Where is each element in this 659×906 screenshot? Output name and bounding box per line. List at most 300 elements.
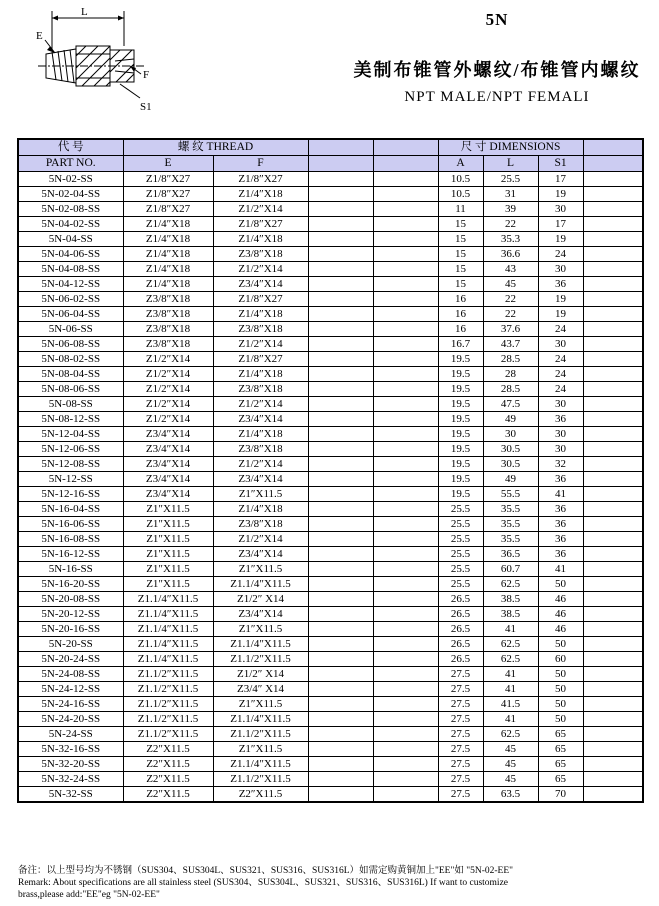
blank-cell <box>373 351 438 366</box>
dim-a-cell: 15 <box>438 246 483 261</box>
dim-s1-cell: 24 <box>538 381 583 396</box>
header-blank <box>308 155 373 171</box>
part-no-cell: 5N-16-08-SS <box>18 531 123 546</box>
blank-cell <box>583 201 643 216</box>
table-row <box>18 261 643 276</box>
blank-cell <box>583 516 643 531</box>
dim-a-cell: 26.5 <box>438 621 483 636</box>
thread-e-cell: Z3/8″X18 <box>123 336 213 351</box>
part-no-cell: 5N-06-08-SS <box>18 336 123 351</box>
table-row <box>18 606 643 621</box>
blank-cell <box>373 741 438 756</box>
table-row <box>18 621 643 636</box>
blank-cell <box>308 666 373 681</box>
blank-cell <box>373 501 438 516</box>
thread-e-cell: Z1.1/4″X11.5 <box>123 591 213 606</box>
blank-cell <box>373 576 438 591</box>
dim-a-cell: 25.5 <box>438 561 483 576</box>
blank-cell <box>373 621 438 636</box>
dim-l-cell: 35.5 <box>483 501 538 516</box>
dim-a-cell: 27.5 <box>438 771 483 786</box>
thread-f-cell: Z1/2″ X14 <box>213 591 308 606</box>
thread-e-cell: Z3/4″X14 <box>123 441 213 456</box>
dim-a-cell: 27.5 <box>438 741 483 756</box>
dim-s1-cell: 50 <box>538 666 583 681</box>
dim-l-cell: 38.5 <box>483 606 538 621</box>
dim-a-cell: 10.5 <box>438 171 483 186</box>
remark-block <box>18 865 513 901</box>
dim-s1-cell: 24 <box>538 351 583 366</box>
thread-e-cell: Z1.1/4″X11.5 <box>123 606 213 621</box>
part-no-cell: 5N-06-04-SS <box>18 306 123 321</box>
dim-l-cell: 43 <box>483 261 538 276</box>
thread-e-cell: Z1.1/4″X11.5 <box>123 636 213 651</box>
blank-cell <box>583 276 643 291</box>
blank-cell <box>583 186 643 201</box>
thread-f-cell: Z1.1/2″X11.5 <box>213 726 308 741</box>
blank-cell <box>373 726 438 741</box>
table-row <box>18 246 643 261</box>
blank-cell <box>373 471 438 486</box>
dim-l-cell: 41 <box>483 666 538 681</box>
thread-f-cell: Z1/8″X27 <box>213 351 308 366</box>
blank-cell <box>308 741 373 756</box>
dim-l-cell: 30.5 <box>483 441 538 456</box>
table-row <box>18 651 643 666</box>
blank-cell <box>308 216 373 231</box>
thread-e-cell: Z2″X11.5 <box>123 756 213 771</box>
dim-a-cell: 19.5 <box>438 486 483 501</box>
thread-f-cell: Z1.1/4″X11.5 <box>213 711 308 726</box>
header-l: L <box>483 155 538 171</box>
thread-f-cell: Z1/2″X14 <box>213 456 308 471</box>
blank-cell <box>373 246 438 261</box>
dim-s1-cell: 50 <box>538 576 583 591</box>
thread-e-cell: Z3/4″X14 <box>123 456 213 471</box>
blank-cell <box>308 651 373 666</box>
blank-cell <box>583 711 643 726</box>
header-part-no-en: PART NO. <box>18 155 123 171</box>
blank-cell <box>583 471 643 486</box>
thread-f-cell: Z1/2″X14 <box>213 261 308 276</box>
table-row <box>18 726 643 741</box>
dim-s1-cell: 24 <box>538 366 583 381</box>
thread-e-cell: Z1/4″X18 <box>123 276 213 291</box>
blank-cell <box>308 231 373 246</box>
dim-l-cell: 43.7 <box>483 336 538 351</box>
thread-f-cell: Z1.1/2″X11.5 <box>213 651 308 666</box>
header-blank <box>308 139 373 155</box>
blank-cell <box>308 501 373 516</box>
blank-cell <box>373 666 438 681</box>
blank-cell <box>583 216 643 231</box>
dim-s1-cell: 19 <box>538 231 583 246</box>
part-no-cell: 5N-20-08-SS <box>18 591 123 606</box>
blank-cell <box>308 201 373 216</box>
blank-cell <box>308 561 373 576</box>
dim-s1-cell: 30 <box>538 336 583 351</box>
blank-cell <box>373 201 438 216</box>
blank-cell <box>583 171 643 186</box>
thread-e-cell: Z1.1/2″X11.5 <box>123 726 213 741</box>
blank-cell <box>308 771 373 786</box>
dim-s1-cell: 30 <box>538 201 583 216</box>
thread-f-cell: Z3/8″X18 <box>213 516 308 531</box>
blank-cell <box>583 381 643 396</box>
thread-f-cell: Z1/2″ X14 <box>213 666 308 681</box>
dim-s1-cell: 36 <box>538 471 583 486</box>
thread-f-cell: Z1/2″X14 <box>213 336 308 351</box>
dim-a-cell: 15 <box>438 276 483 291</box>
blank-cell <box>583 606 643 621</box>
thread-f-cell: Z3/4″X14 <box>213 471 308 486</box>
blank-cell <box>373 786 438 802</box>
dim-l-cell: 30.5 <box>483 456 538 471</box>
dim-a-cell: 19.5 <box>438 426 483 441</box>
subtitle-english: NPT MALE/NPT FEMALI <box>404 89 590 105</box>
blank-cell <box>373 486 438 501</box>
blank-cell <box>583 681 643 696</box>
dim-l-cell: 37.6 <box>483 321 538 336</box>
blank-cell <box>583 756 643 771</box>
dim-l-cell: 22 <box>483 291 538 306</box>
header-blank <box>373 155 438 171</box>
part-no-cell: 5N-12-SS <box>18 471 123 486</box>
table-row <box>18 741 643 756</box>
thread-e-cell: Z1/4″X18 <box>123 246 213 261</box>
blank-cell <box>308 246 373 261</box>
dim-a-cell: 26.5 <box>438 651 483 666</box>
blank-cell <box>373 591 438 606</box>
page-title: 5N <box>485 10 509 29</box>
blank-cell <box>583 771 643 786</box>
part-no-cell: 5N-16-12-SS <box>18 546 123 561</box>
part-no-cell: 5N-12-08-SS <box>18 456 123 471</box>
part-no-cell: 5N-02-08-SS <box>18 201 123 216</box>
part-no-cell: 5N-08-04-SS <box>18 366 123 381</box>
blank-cell <box>373 276 438 291</box>
blank-cell <box>583 321 643 336</box>
dim-a-cell: 25.5 <box>438 546 483 561</box>
thread-f-cell: Z3/8″X18 <box>213 321 308 336</box>
dim-a-cell: 27.5 <box>438 726 483 741</box>
thread-e-cell: Z1″X11.5 <box>123 576 213 591</box>
dim-s1-cell: 36 <box>538 501 583 516</box>
dim-l-cell: 45 <box>483 756 538 771</box>
blank-cell <box>583 426 643 441</box>
table-row <box>18 291 643 306</box>
thread-e-cell: Z3/4″X14 <box>123 426 213 441</box>
dim-l-cell: 41 <box>483 621 538 636</box>
dim-s1-cell: 30 <box>538 441 583 456</box>
part-no-cell: 5N-24-20-SS <box>18 711 123 726</box>
thread-e-cell: Z1.1/2″X11.5 <box>123 666 213 681</box>
part-no-cell: 5N-02-SS <box>18 171 123 186</box>
part-no-cell: 5N-20-SS <box>18 636 123 651</box>
blank-cell <box>583 261 643 276</box>
thread-e-cell: Z1″X11.5 <box>123 501 213 516</box>
dim-a-cell: 16 <box>438 306 483 321</box>
subtitle-chinese: 美制布锥管外螺纹/布锥管内螺纹 <box>353 60 641 80</box>
dim-a-cell: 19.5 <box>438 411 483 426</box>
thread-e-cell: Z1″X11.5 <box>123 561 213 576</box>
thread-e-cell: Z3/8″X18 <box>123 321 213 336</box>
dim-s1-cell: 65 <box>538 756 583 771</box>
thread-f-cell: Z1″X11.5 <box>213 621 308 636</box>
part-no-cell: 5N-32-20-SS <box>18 756 123 771</box>
blank-cell <box>373 366 438 381</box>
dim-a-cell: 25.5 <box>438 531 483 546</box>
thread-f-cell: Z1/8″X27 <box>213 171 308 186</box>
dim-s1-cell: 30 <box>538 396 583 411</box>
dim-s1-cell: 24 <box>538 321 583 336</box>
dim-a-cell: 19.5 <box>438 441 483 456</box>
part-no-cell: 5N-12-16-SS <box>18 486 123 501</box>
dim-a-cell: 19.5 <box>438 456 483 471</box>
table-row <box>18 771 643 786</box>
dim-a-cell: 16.7 <box>438 336 483 351</box>
blank-cell <box>583 651 643 666</box>
part-no-cell: 5N-24-12-SS <box>18 681 123 696</box>
thread-f-cell: Z3/4″X14 <box>213 276 308 291</box>
dim-l-cell: 28.5 <box>483 381 538 396</box>
dim-a-cell: 15 <box>438 261 483 276</box>
thread-f-cell: Z3/8″X18 <box>213 246 308 261</box>
blank-cell <box>308 621 373 636</box>
thread-f-cell: Z1″X11.5 <box>213 696 308 711</box>
dim-label-s1: S1 <box>140 101 152 113</box>
dim-s1-cell: 46 <box>538 591 583 606</box>
dim-s1-cell: 19 <box>538 186 583 201</box>
thread-f-cell: Z1/2″X14 <box>213 201 308 216</box>
dim-s1-cell: 50 <box>538 636 583 651</box>
dim-a-cell: 19.5 <box>438 351 483 366</box>
blank-cell <box>308 546 373 561</box>
blank-cell <box>373 381 438 396</box>
thread-e-cell: Z1/4″X18 <box>123 231 213 246</box>
dim-l-cell: 62.5 <box>483 651 538 666</box>
blank-cell <box>373 336 438 351</box>
blank-cell <box>373 396 438 411</box>
blank-cell <box>308 681 373 696</box>
blank-cell <box>373 441 438 456</box>
blank-cell <box>308 576 373 591</box>
table-row <box>18 276 643 291</box>
dim-a-cell: 26.5 <box>438 636 483 651</box>
dim-l-cell: 47.5 <box>483 396 538 411</box>
dim-s1-cell: 50 <box>538 696 583 711</box>
dim-label-e: E <box>36 30 43 42</box>
dim-l-cell: 60.7 <box>483 561 538 576</box>
thread-e-cell: Z1/8″X27 <box>123 201 213 216</box>
blank-cell <box>583 246 643 261</box>
thread-e-cell: Z1.1/4″X11.5 <box>123 651 213 666</box>
remark-line-en2: brass,please add:"EE"eg "5N-02-EE" <box>18 890 160 900</box>
thread-e-cell: Z1/2″X14 <box>123 366 213 381</box>
thread-f-cell: Z1/8″X27 <box>213 216 308 231</box>
dim-l-cell: 41.5 <box>483 696 538 711</box>
thread-f-cell: Z1.1/2″X11.5 <box>213 771 308 786</box>
part-no-cell: 5N-04-06-SS <box>18 246 123 261</box>
dim-l-cell: 35.5 <box>483 531 538 546</box>
dim-l-cell: 41 <box>483 711 538 726</box>
part-no-cell: 5N-16-20-SS <box>18 576 123 591</box>
dim-s1-cell: 30 <box>538 426 583 441</box>
header-blank <box>583 139 643 155</box>
dim-l-cell: 35.3 <box>483 231 538 246</box>
blank-cell <box>583 291 643 306</box>
part-no-cell: 5N-16-04-SS <box>18 501 123 516</box>
table-row <box>18 711 643 726</box>
part-no-cell: 5N-24-08-SS <box>18 666 123 681</box>
blank-cell <box>308 381 373 396</box>
part-no-cell: 5N-16-06-SS <box>18 516 123 531</box>
blank-cell <box>308 276 373 291</box>
part-no-cell: 5N-16-SS <box>18 561 123 576</box>
blank-cell <box>308 426 373 441</box>
dim-a-cell: 27.5 <box>438 696 483 711</box>
dim-s1-cell: 36 <box>538 411 583 426</box>
dim-a-cell: 26.5 <box>438 606 483 621</box>
blank-cell <box>308 711 373 726</box>
thread-f-cell: Z1/4″X18 <box>213 231 308 246</box>
thread-e-cell: Z1/4″X18 <box>123 216 213 231</box>
blank-cell <box>308 531 373 546</box>
dim-l-cell: 28.5 <box>483 351 538 366</box>
table-row <box>18 231 643 246</box>
dim-s1-cell: 41 <box>538 486 583 501</box>
thread-e-cell: Z2″X11.5 <box>123 786 213 802</box>
blank-cell <box>308 696 373 711</box>
blank-cell <box>373 531 438 546</box>
dim-s1-cell: 30 <box>538 261 583 276</box>
remark-line-en1: Remark: About specifications are all stainless steel (SUS304、SUS304L、SUS321、SUS316、SUS316L) If want to customize <box>18 878 509 888</box>
blank-cell <box>583 741 643 756</box>
dim-label-l: L <box>81 6 88 18</box>
part-no-cell: 5N-12-04-SS <box>18 426 123 441</box>
thread-e-cell: Z1/2″X14 <box>123 381 213 396</box>
blank-cell <box>373 261 438 276</box>
fitting-diagram <box>12 2 182 129</box>
blank-cell <box>583 531 643 546</box>
table-row <box>18 471 643 486</box>
thread-f-cell: Z1/4″X18 <box>213 501 308 516</box>
fitting-drawing <box>12 2 182 124</box>
dim-a-cell: 26.5 <box>438 591 483 606</box>
dim-a-cell: 27.5 <box>438 711 483 726</box>
header-a: A <box>438 155 483 171</box>
dim-s1-cell: 24 <box>538 246 583 261</box>
dim-l-cell: 63.5 <box>483 786 538 802</box>
blank-cell <box>308 306 373 321</box>
header-row-cn <box>18 139 643 155</box>
dim-l-cell: 22 <box>483 306 538 321</box>
blank-cell <box>583 621 643 636</box>
table-row <box>18 756 643 771</box>
thread-f-cell: Z1.1/4″X11.5 <box>213 756 308 771</box>
blank-cell <box>373 186 438 201</box>
table-row <box>18 531 643 546</box>
dim-a-cell: 16 <box>438 291 483 306</box>
dim-label-f: F <box>143 69 150 81</box>
thread-f-cell: Z1/2″X14 <box>213 531 308 546</box>
blank-cell <box>373 216 438 231</box>
blank-cell <box>373 711 438 726</box>
blank-cell <box>308 396 373 411</box>
dim-l-cell: 30 <box>483 426 538 441</box>
blank-cell <box>308 756 373 771</box>
blank-cell <box>373 756 438 771</box>
thread-e-cell: Z3/4″X14 <box>123 486 213 501</box>
blank-cell <box>308 516 373 531</box>
table-row <box>18 501 643 516</box>
part-no-cell: 5N-04-12-SS <box>18 276 123 291</box>
dim-l-cell: 35.5 <box>483 516 538 531</box>
part-no-cell: 5N-20-24-SS <box>18 651 123 666</box>
thread-f-cell: Z1/4″X18 <box>213 366 308 381</box>
table-row <box>18 546 643 561</box>
thread-f-cell: Z3/4″X14 <box>213 411 308 426</box>
title-block <box>348 10 646 106</box>
thread-e-cell: Z1.1/2″X11.5 <box>123 681 213 696</box>
table-row <box>18 486 643 501</box>
dim-s1-cell: 36 <box>538 546 583 561</box>
dim-l-cell: 25.5 <box>483 171 538 186</box>
part-no-cell: 5N-04-08-SS <box>18 261 123 276</box>
dim-s1-cell: 32 <box>538 456 583 471</box>
dim-l-cell: 31 <box>483 186 538 201</box>
thread-e-cell: Z3/4″X14 <box>123 471 213 486</box>
blank-cell <box>583 366 643 381</box>
dim-s1-cell: 50 <box>538 681 583 696</box>
blank-cell <box>583 501 643 516</box>
thread-e-cell: Z1″X11.5 <box>123 516 213 531</box>
dim-s1-cell: 60 <box>538 651 583 666</box>
thread-f-cell: Z1.1/4″X11.5 <box>213 636 308 651</box>
thread-e-cell: Z1/2″X14 <box>123 411 213 426</box>
thread-e-cell: Z3/8″X18 <box>123 306 213 321</box>
dim-s1-cell: 50 <box>538 711 583 726</box>
blank-cell <box>373 516 438 531</box>
thread-f-cell: Z1/8″X27 <box>213 291 308 306</box>
part-no-cell: 5N-04-SS <box>18 231 123 246</box>
blank-cell <box>308 441 373 456</box>
table-row <box>18 681 643 696</box>
blank-cell <box>373 696 438 711</box>
thread-f-cell: Z1/2″X14 <box>213 396 308 411</box>
blank-cell <box>583 336 643 351</box>
table-row <box>18 636 643 651</box>
dim-l-cell: 45 <box>483 771 538 786</box>
table-row <box>18 591 643 606</box>
table-row <box>18 186 643 201</box>
part-no-cell: 5N-24-16-SS <box>18 696 123 711</box>
header-blank <box>373 139 438 155</box>
header-dimensions: 尺 寸 DIMENSIONS <box>438 139 583 155</box>
thread-f-cell: Z1/4″X18 <box>213 186 308 201</box>
part-no-cell: 5N-08-12-SS <box>18 411 123 426</box>
blank-cell <box>308 336 373 351</box>
part-no-cell: 5N-32-16-SS <box>18 741 123 756</box>
blank-cell <box>308 636 373 651</box>
table-row <box>18 306 643 321</box>
table-row <box>18 321 643 336</box>
part-no-cell: 5N-24-SS <box>18 726 123 741</box>
blank-cell <box>373 291 438 306</box>
part-no-cell: 5N-06-SS <box>18 321 123 336</box>
thread-f-cell: Z1″X11.5 <box>213 561 308 576</box>
blank-cell <box>583 351 643 366</box>
